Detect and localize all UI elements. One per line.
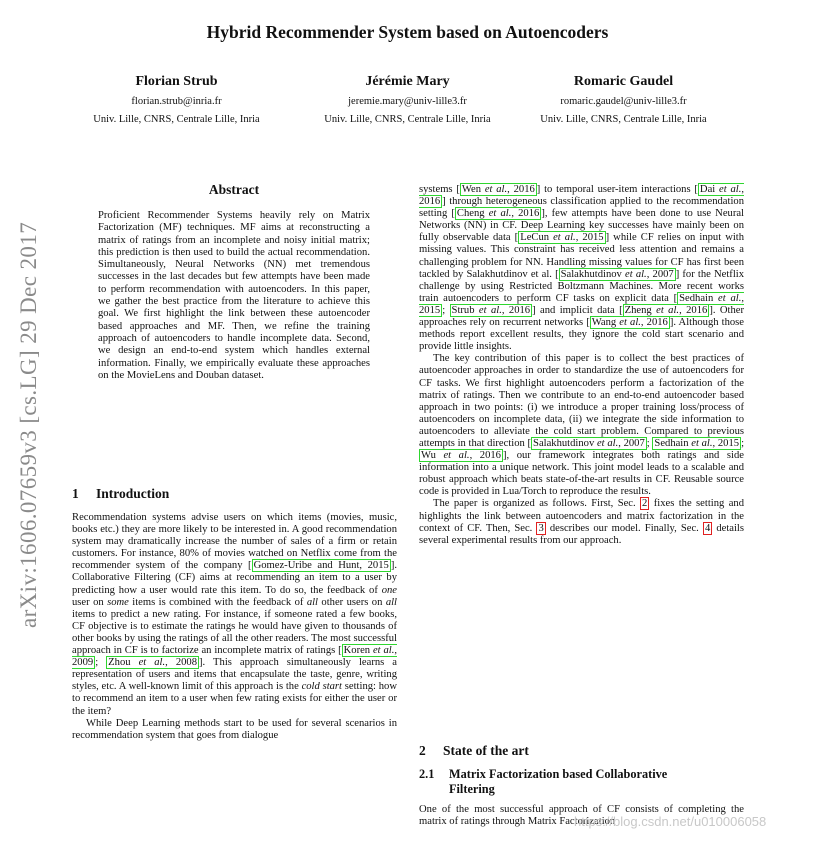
text-run: The paper is organized as follows. First, Sec. — [433, 498, 641, 510]
text-run: The key contribution of this paper is to collect the best practices of autoencoder approaches in order to standardize the use of autoencoders for CF tasks. We first highlight autoencoders perform a factorization of the matrix of ratings. Then we contribute to an end-to-end autoencoder based approach in two points: (i) we introduce a proper training loss/process of autoencoders on incomplete data, (ii) we integrate the side information to autoencoders to alleviate the cold start problem. Compared to previous attempts in that direction [ — [419, 353, 744, 449]
author-affiliation: Univ. Lille, CNRS, Centrale Lille, Inria — [540, 114, 707, 125]
author-block — [300, 74, 515, 125]
author-email[interactable]: romaric.gaudel@univ-lille3.fr — [560, 96, 687, 107]
subsection-number: 2.1 — [419, 767, 435, 781]
citation-link[interactable]: Wang et al., 2016 — [591, 317, 668, 329]
emphasis: one — [381, 584, 397, 596]
section-ref-link[interactable]: 3 — [538, 522, 544, 534]
author-affiliation: Univ. Lille, CNRS, Centrale Lille, Inria — [93, 114, 260, 125]
citation-link[interactable]: Gomez-Uribe and Hunt, 2015 — [253, 560, 389, 572]
text-run: ; — [741, 437, 745, 449]
abstract-heading: Abstract — [208, 182, 260, 197]
citation-link[interactable]: Zheng et al., 2016 — [624, 304, 708, 316]
author-email[interactable]: florian.strub@inria.fr — [131, 96, 222, 107]
subsection-heading — [419, 767, 744, 797]
watermark-url: https://blog.csdn.net/u010006058 — [574, 814, 767, 829]
text-run: ; — [442, 304, 450, 316]
paragraph — [72, 512, 397, 718]
section-title: State of the art — [443, 743, 529, 758]
arxiv-stamp: arXiv:1606.07659v3 [cs.LG] 29 Dec 2017 — [16, 221, 41, 628]
text-run: describes our model. Finally, Sec. — [545, 522, 703, 534]
paragraph: One of the most successful approach of CF consists of completing the matrix of ratings through Matrix Factorization — [419, 804, 744, 828]
text-run: ] while CF relies on input with missing values. This constraint has received less attention and remains a challenging problem for NN. Handling missing values for CF has first been tackled by Salakhutdinov et al. [ — [419, 232, 745, 280]
text-run: ] through heterogeneous classification applied to the recommendation setting [ — [419, 196, 744, 220]
text-run: ]. Although those methods report excellent results, they ignore the cold start scenario and provide little insights. — [419, 317, 745, 353]
citation-link[interactable]: Strub et al., 2016 — [451, 304, 531, 316]
right-column — [419, 184, 744, 547]
intro-column — [72, 512, 397, 742]
author-block — [516, 74, 731, 125]
text-run: other users on — [318, 596, 386, 608]
abstract-text: Proficient Recommender Systems heavily rely on Matrix Factorization (MF) techniques. MF aims at reconstructing a matrix of ratings from an incomplete and noisy initial matrix; this prediction is then used to build the actual recommendation. Simultaneously, Neural Networks (NN) met tremendous successes in the last decades but few attempts have been made to perform recommendation with autoencoders. In this paper, we gather the best practice from the literature to achieve this goal. We first highlight the link between these autoencoder based approaches and MF. Then, we refine the training approach of autoencoders to handle incomplete data. Second, we design an end-to-end system which handles external information. Finally, we empirically evaluate these approaches on the MovieLens and Douban dataset. — [98, 210, 370, 381]
section-ref-link[interactable]: 2 — [642, 498, 648, 510]
citation-link[interactable]: Wen et al., 2016 — [461, 184, 535, 195]
section-number: 2 — [419, 743, 426, 758]
citation-link[interactable]: Koren et al., 2009 — [72, 645, 397, 669]
author-name: Florian Strub — [135, 74, 218, 89]
paragraph — [419, 498, 744, 546]
author-name: Romaric Gaudel — [573, 74, 674, 89]
citation-link[interactable]: LeCun et al., 2015 — [520, 232, 604, 244]
citation-link[interactable]: Zhou et al., 2008 — [108, 657, 198, 669]
text-run: systems [ — [419, 184, 460, 195]
citation-link[interactable]: Salakhutdinov et al., 2007 — [560, 268, 674, 280]
text-run: ] to temporal user-item interactions [ — [536, 184, 698, 195]
text-run: ]. Collaborative Filtering (CF) aims at recommending an item to a user by predicting how a user would rate this item. To do so, the feedback of — [72, 560, 397, 596]
citation-link[interactable]: Salakhutdinov et al., 2007 — [533, 437, 645, 449]
section-ref-link[interactable]: 4 — [704, 522, 711, 534]
emphasis: all — [385, 596, 397, 608]
text-run: setting: how to recommend an item to a user when few rating exists for either the user or the item? — [72, 681, 397, 717]
paper-title: Hybrid Recommender System based on Autoencoders — [206, 22, 609, 42]
text-run: ]. Other approaches rely on recurrent networks [ — [419, 304, 745, 329]
text-run: ], our framework integrates both ratings and side information into a unique network. This joint model leads to a scalable and robust approach which beats state-of-the-art results in CF. Reusable source code is provided in Lua/Torch to reproduce the results. — [419, 450, 744, 498]
emphasis: cold start — [301, 681, 343, 693]
section-number: 1 — [72, 486, 79, 501]
text-run: fixes the setting and highlights the link between autoencoders and matrix factorization in the context of CF. Then, Sec. — [419, 498, 744, 534]
emphasis: all — [306, 596, 318, 608]
author-email[interactable]: jeremie.mary@univ-lille3.fr — [348, 96, 467, 107]
text-run: items to predict a new rating. For instance, if someone rated a few books, CF objective is to estimate the ratings he would have given to thousands of other books by using the ratings of all the other readers. The most successful approach in CF is to factorize an incomplete matrix of ratings [ — [72, 608, 397, 657]
text-run: ] and implicit data [ — [532, 304, 623, 316]
paragraph — [419, 184, 744, 353]
text-run: Recommendation systems advise users on which items (movies, music, books etc.) they are more likely to be interested in. A good recommendation system may dramatically increase the number of sales of a firm or retain customers. For instance, 80% of movies watched on Netflix come from the recommender system of the company [ — [72, 512, 397, 572]
subsection-title: Matrix Factorization based Collaborative — [449, 767, 668, 781]
citation-link[interactable]: Dai et al., 2016 — [419, 184, 744, 208]
section-title: Introduction — [96, 486, 170, 501]
citation-link[interactable]: Wu et al., 2016 — [421, 450, 501, 462]
emphasis: some — [107, 596, 129, 608]
citation-link[interactable]: Cheng et al., 2016 — [456, 208, 540, 220]
text-run: items is combined with the feedback of — [128, 596, 307, 608]
text-run: ]. This approach simultaneously learns a representation of users and items that encapsulate the taste, genre, writing styles, etc. A well-known limit of this approach is the — [72, 657, 398, 693]
text-run: user on — [72, 596, 108, 608]
citation-link[interactable]: Sedhain et al., 2015 — [654, 437, 740, 449]
citation-link[interactable]: Sedhain et al., 2015 — [419, 292, 744, 316]
paragraph: While Deep Learning methods start to be used for several scenarios in recommendation system that goes from dialogue — [72, 717, 397, 741]
text-run: ; — [95, 657, 107, 669]
section-heading — [72, 486, 169, 502]
text-run: details several experimental results from our approach. — [419, 522, 744, 546]
text-run: ; — [646, 437, 653, 449]
text-run: ] for the Netflix challenge by using Restricted Boltzmann Machines. More recent works train autoencoders to perform CF tasks on explicit data [ — [419, 268, 745, 304]
author-block — [69, 74, 284, 125]
subsection-title-cont: Filtering — [449, 782, 495, 796]
paragraph — [419, 353, 744, 498]
text-run: ], few attempts have been done to use Neural Networks (NN) in CF. Deep Learning key successes have mainly been on fully observable data [ — [419, 208, 744, 244]
section-heading — [419, 743, 529, 759]
author-affiliation: Univ. Lille, CNRS, Centrale Lille, Inria — [324, 114, 491, 125]
author-name: Jérémie Mary — [365, 74, 450, 89]
